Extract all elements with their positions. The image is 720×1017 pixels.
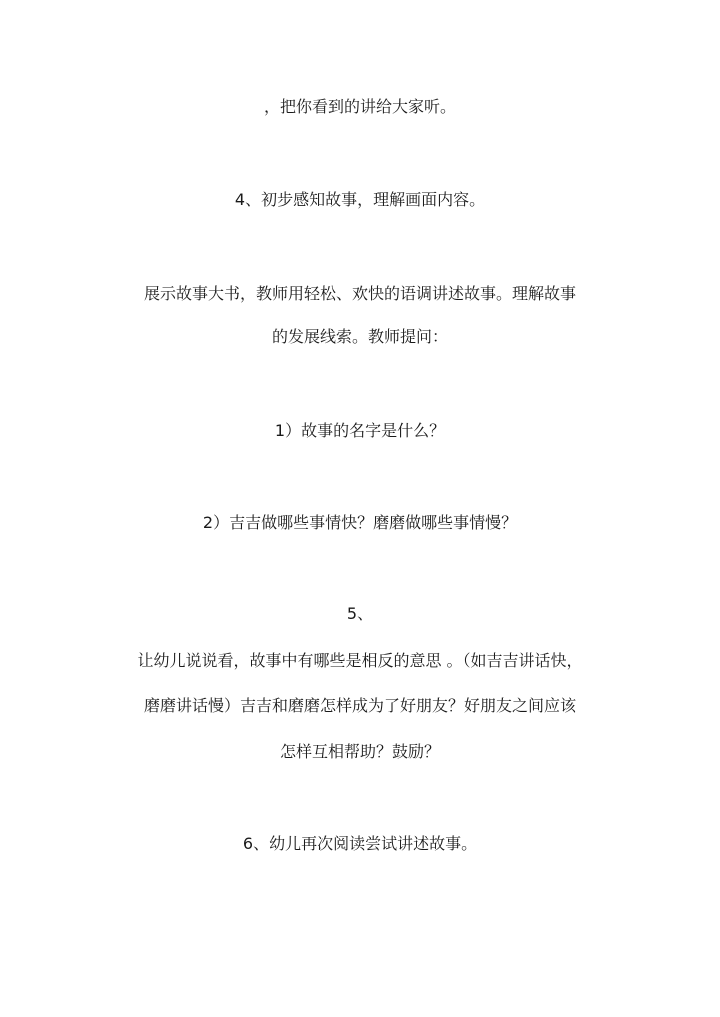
section-heading: 5、 [346,604,374,623]
paragraph-line: 展示故事大书，教师用轻松、欢快的语调讲述故事。理解故事 [143,284,576,303]
section-heading: 6、幼儿再次阅读尝试讲述故事。 [242,834,478,853]
paragraph-line: 磨磨讲话慢）吉吉和磨磨怎样成为了好朋友？好朋友之间应该 [143,696,576,715]
paragraph-line: 的发展线索。教师提问： [271,327,448,346]
question-line: 2）吉吉做哪些事情快？磨磨做哪些事情慢？ [202,513,518,532]
paragraph-line: 让幼儿说说看，故事中有哪些是相反的意思 。（如吉吉讲话快， [137,651,583,670]
section-heading: 4、初步感知故事，理解画面内容。 [234,190,486,209]
question-line: 1）故事的名字是什么？ [274,421,446,440]
paragraph-line: ，把你看到的讲给大家听。 [263,97,456,116]
paragraph-line: 怎样互相帮助？鼓励？ [279,742,440,761]
